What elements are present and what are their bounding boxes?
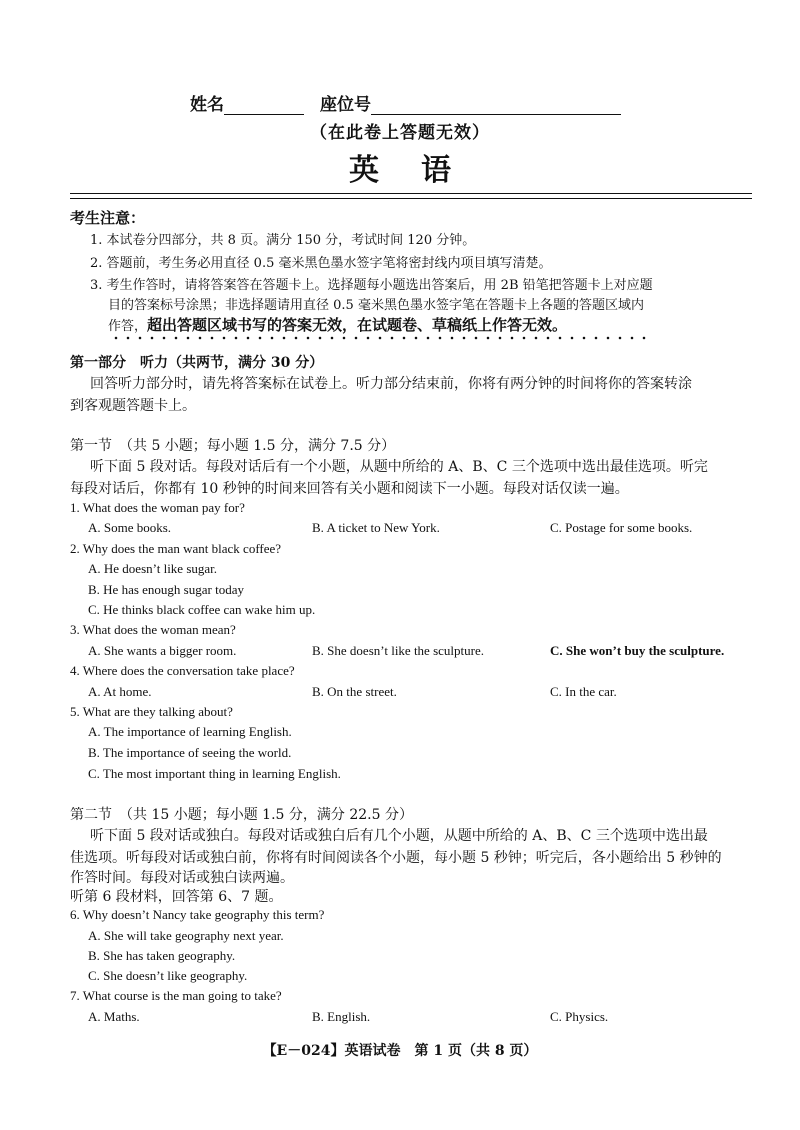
part1-title: 第一部分 听力（共两节，满分 30 分） bbox=[70, 355, 324, 371]
option-c[interactable]: C. Postage for some books. bbox=[550, 520, 693, 535]
notice-line-final bbox=[108, 316, 567, 336]
option-c[interactable]: C. He thinks black coffee can wake him up. bbox=[88, 602, 316, 617]
option-b[interactable]: B. He has enough sugar today bbox=[88, 582, 244, 597]
question-text: 3. What does the woman mean? bbox=[70, 622, 236, 637]
notice-title: 考生注意： bbox=[70, 209, 146, 227]
option-b[interactable]: B. The importance of seeing the world. bbox=[88, 745, 292, 760]
header-divider-top bbox=[70, 193, 752, 194]
notice-line: 作答， bbox=[108, 319, 148, 334]
option-a[interactable]: A. She will take geography next year. bbox=[88, 928, 284, 943]
option-a[interactable]: A. The importance of learning English. bbox=[88, 724, 292, 739]
emphasis-dots bbox=[110, 336, 650, 340]
page-footer: 【E－024】英语试卷 第 1 页（共 8 页） bbox=[262, 1043, 538, 1059]
section1-intro: 每段对话后，你都有 10 秒钟的时间来回答有关小题和阅读下一小题。每段对话仅读一遍。 bbox=[70, 481, 629, 497]
option-b[interactable]: B. A ticket to New York. bbox=[312, 520, 440, 535]
notice-line: 1. 本试卷分四部分，共 8 页。满分 150 分，考试时间 120 分钟。 bbox=[90, 233, 476, 248]
seat-field[interactable] bbox=[371, 96, 621, 115]
option-a[interactable]: A. Some books. bbox=[88, 520, 172, 535]
option-c[interactable]: C. The most important thing in learning English. bbox=[88, 766, 341, 781]
name-label: 姓名 bbox=[190, 95, 224, 115]
section2-title: 第二节 （共 15 小题；每小题 1.5 分，满分 22.5 分） bbox=[70, 807, 413, 823]
option-b[interactable]: B. English. bbox=[312, 1009, 371, 1024]
option-c[interactable]: C. Physics. bbox=[550, 1009, 609, 1024]
question-text: 1. What does the woman pay for? bbox=[70, 500, 245, 515]
option-b[interactable]: B. She has taken geography. bbox=[88, 948, 236, 963]
section2-material: 听第 6 段材料，回答第 6、7 题。 bbox=[70, 889, 283, 905]
section2-intro: 作答时间。每段对话或独白读两遍。 bbox=[70, 870, 294, 886]
option-b[interactable]: B. She doesn’t like the sculpture. bbox=[312, 643, 484, 658]
option-c[interactable]: C. She won’t buy the sculpture. bbox=[550, 643, 725, 658]
question-text: 6. Why doesn’t Nancy take geography this term? bbox=[70, 907, 325, 922]
candidate-info-line bbox=[190, 90, 621, 115]
section2-intro: 听下面 5 段对话或独白。每段对话或独白后有几个小题，从题中所给的 A、B、C 三个选项中选出最 bbox=[90, 828, 708, 844]
subject-title: 英语 bbox=[349, 153, 493, 188]
question-text: 2. Why does the man want black coffee? bbox=[70, 541, 282, 556]
option-c[interactable]: C. She doesn’t like geography. bbox=[88, 968, 248, 983]
name-field[interactable] bbox=[224, 96, 304, 115]
option-b[interactable]: B. On the street. bbox=[312, 684, 397, 699]
option-a[interactable]: A. He doesn’t like sugar. bbox=[88, 561, 218, 576]
notice-emphasis: 超出答题区域书写的答案无效，在试题卷、草稿纸上作答无效。 bbox=[147, 316, 568, 334]
invalid-answer-warning: （在此卷上答题无效） bbox=[310, 123, 490, 143]
option-c[interactable]: C. In the car. bbox=[550, 684, 617, 699]
section1-intro: 听下面 5 段对话。每段对话后有一个小题，从题中所给的 A、B、C 三个选项中选出最佳选项。听完 bbox=[90, 459, 708, 475]
option-a[interactable]: A. At home. bbox=[88, 684, 152, 699]
notice-line: 2. 答题前，考生务必用直径 0.5 毫米黑色墨水签字笔将密封线内项目填写清楚。 bbox=[90, 256, 552, 271]
part1-intro: 到客观题答题卡上。 bbox=[70, 398, 196, 414]
question-text: 4. Where does the conversation take place? bbox=[70, 663, 295, 678]
section2-intro: 佳选项。听每段对话或独白前，你将有时间阅读各个小题，每小题 5 秒钟；听完后，各小题给出 5 秒钟的 bbox=[70, 850, 722, 866]
option-a[interactable]: A. She wants a bigger room. bbox=[88, 643, 237, 658]
header-divider-bottom bbox=[70, 198, 752, 199]
seat-label: 座位号 bbox=[320, 95, 371, 115]
notice-line: 目的答案标号涂黑；非选择题请用直径 0.5 毫米黑色墨水签字笔在答题卡上各题的答题区域内 bbox=[108, 298, 644, 313]
notice-line: 3. 考生作答时，请将答案答在答题卡上。选择题每小题选出答案后，用 2B 铅笔把答题卡上对应题 bbox=[90, 278, 653, 293]
option-a[interactable]: A. Maths. bbox=[88, 1009, 140, 1024]
question-text: 5. What are they talking about? bbox=[70, 704, 233, 719]
section1-title: 第一节 （共 5 小题；每小题 1.5 分，满分 7.5 分） bbox=[70, 438, 396, 454]
part1-intro: 回答听力部分时，请先将答案标在试卷上。听力部分结束前，你将有两分钟的时间将你的答案转涂 bbox=[90, 376, 692, 392]
question-text: 7. What course is the man going to take? bbox=[70, 988, 282, 1003]
